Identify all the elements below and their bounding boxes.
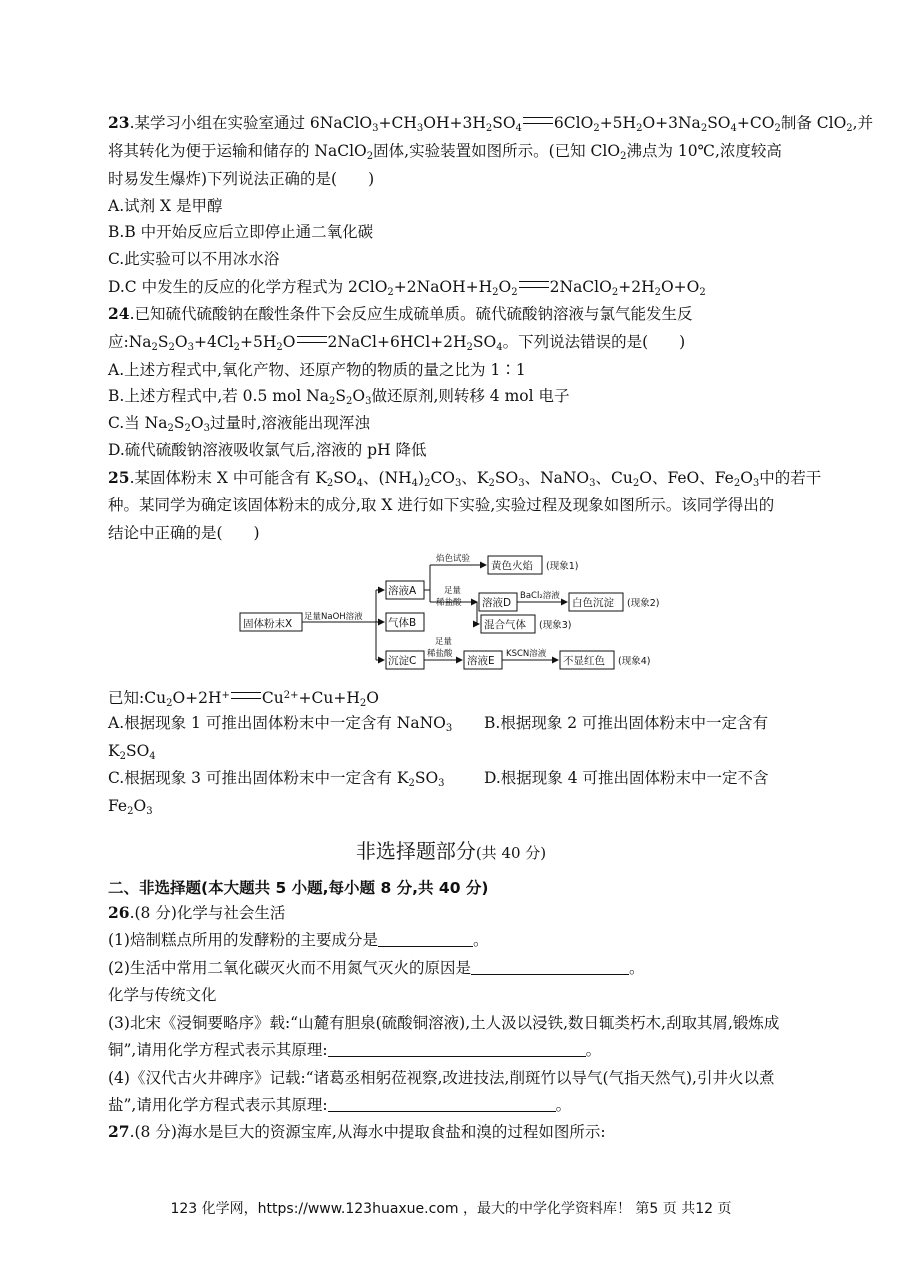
q26-head2: 化学与传统文化 [108, 986, 217, 1004]
svg-text:溶液D: 溶液D [482, 597, 512, 609]
q24-line-1: 24.已知硫代硫酸钠在酸性条件下会反应生成硫单质。硫代硫酸钠溶液与氯气能发生反 [108, 304, 693, 323]
q23-line-2: 将其转化为便于运输和储存的 NaClO$_2$固体,实验装置如图所示。(已知 ClO$_2$沸点为 10℃,浓度较高 [108, 142, 782, 162]
q26-head: 26.(8 分)化学与社会生活 [108, 903, 286, 922]
svg-text:白色沉淀: 白色沉淀 [572, 597, 614, 609]
svg-text:沉淀C: 沉淀C [388, 655, 417, 667]
q24-line-2: 应$:Na_2S_2O_3+4Cl_2+5H_2O$ $2NaCl+6HCl+2H_2SO_4$。下列说法错误的是( ) [108, 333, 686, 353]
q26-s1: (1)焙制糕点所用的发酵粉的主要成分是 。 [108, 931, 489, 949]
q25-option-c: C.根据现象 3 可推出固体粉末中一定含有 $K_2SO_3$ [108, 769, 445, 789]
q23-option-d: D.C 中发生的反应的化学方程式为 $2ClO_2+2NaOH+H_2O_2$ $2NaClO_2+2H_2O+O_2$ [108, 278, 706, 298]
q25-option-d-cont: $Fe_2O_3$ [108, 797, 153, 817]
svg-text:(现象4): (现象4) [618, 656, 651, 667]
q24-option-c: C.当 $Na_2S_2O_3$过量时,溶液能出现浑浊 [108, 414, 370, 434]
q24-option-a: A.上述方程式中,氧化产物、还原产物的物质的量之比为 1∶1 [108, 361, 526, 379]
q25-line-3: 结论中正确的是( ) [108, 524, 260, 542]
svg-text:气体B: 气体B [388, 617, 417, 629]
svg-text:固体粉末X: 固体粉末X [243, 618, 293, 630]
q23-option-c: C.此实验可以不用冰水浴 [108, 250, 280, 268]
section-title: 非选择题部分(共 40 分) [355, 839, 547, 863]
q26-s3b: 铜”,请用化学方程式表示其原理: 。 [108, 1041, 602, 1059]
svg-text:稀盐酸: 稀盐酸 [436, 598, 462, 608]
q25-option-b-cont: $K_2SO_4$ [108, 742, 156, 762]
svg-text:(现象2): (现象2) [627, 598, 660, 609]
answer-blank [471, 974, 629, 975]
svg-text:混合气体: 混合气体 [484, 619, 526, 631]
q26-s2: (2)生活中常用二氧化碳灭火而不用氮气灭火的原因是 。 [108, 959, 645, 977]
q25-line-1: 25.某固体粉末 X 中可能含有 $K_2SO_4$、$(NH_4)_2CO_3$、$K_2SO_3$、NaNO$_3$、$Cu_2O$、FeO、$Fe_2O_3$中的若干 [108, 468, 822, 489]
q25-line-2: 种。某同学为确定该固体粉末的成分,取 X 进行如下实验,实验过程及现象如图所示。该同学得出的 [108, 496, 775, 514]
q24-option-b: B.上述方程式中,若 0.5 mol $Na_2S_2O_3$做还原剂,则转移 4 mol 电子 [108, 387, 570, 407]
svg-text:不显红色: 不显红色 [563, 655, 605, 667]
q25-flow-diagram [230, 548, 690, 678]
q24-option-d: D.硫代硫酸钠溶液吸收氯气后,溶液的 pH 降低 [108, 441, 427, 459]
svg-text:足量: 足量 [435, 637, 453, 647]
part-heading: 二、非选择题(本大题共 5 小题,每小题 8 分,共 40 分) [108, 879, 489, 897]
q23-option-a: A.试剂 X 是甲醇 [108, 197, 223, 215]
q25-option-a: A.根据现象 1 可推出固体粉末中一定含有 NaNO$_3$ [108, 714, 453, 734]
q25-known: 已知$:Cu_2O+2H^+$ $Cu^{2+}+Cu+H_2O$ [108, 689, 379, 709]
svg-text:稀盐酸: 稀盐酸 [427, 649, 453, 659]
q26-s4b: 盐”,请用化学方程式表示其原理: 。 [108, 1096, 572, 1114]
svg-text:足量NaOH溶液: 足量NaOH溶液 [304, 612, 363, 622]
svg-text:(现象3): (现象3) [539, 620, 572, 631]
svg-text:BaCl₂溶液: BaCl₂溶液 [520, 591, 560, 601]
page-footer: 123 化学网，https://www.123huaxue.com ，最大的中学化学资料库！ 第5 页 共12 页 [170, 1201, 732, 1217]
svg-text:焰色试验: 焰色试验 [436, 554, 471, 564]
svg-text:溶液E: 溶液E [467, 655, 495, 667]
svg-text:黄色火焰: 黄色火焰 [491, 560, 533, 572]
q25-option-d: D.根据现象 4 可推出固体粉末中一定不含 [484, 769, 769, 787]
answer-blank [378, 946, 473, 947]
q26-s3a: (3)北宋《浸铜要略序》载:“山麓有胆泉(硫酸铜溶液),土人汲以浸铁,数日辄类朽木,刮取其屑,锻炼成 [108, 1014, 780, 1032]
answer-blank [328, 1111, 556, 1112]
equals-sign [523, 117, 553, 124]
svg-text:KSCN溶液: KSCN溶液 [506, 649, 547, 659]
svg-text:溶液A: 溶液A [388, 585, 417, 597]
svg-text:(现象1): (现象1) [546, 561, 579, 572]
q23-line-3: 时易发生爆炸)下列说法正确的是( ) [108, 170, 375, 188]
answer-blank [328, 1056, 586, 1057]
q23-line-1: 23.某学习小组在实验室通过 $6NaClO_3+CH_3OH+3H_2SO_4$ $6ClO_2+5H_2O+3Na_2SO_4+CO_2$制备 ClO$_2$,并 [108, 113, 874, 134]
q25-option-b: B.根据现象 2 可推出固体粉末中一定含有 [484, 714, 769, 732]
q26-s4a: (4)《汉代古火井碑序》记载:“诸葛丞相躬莅视察,改进技法,削斑竹以导气(气指天然气),引井火以煮 [108, 1069, 775, 1087]
svg-text:足量: 足量 [444, 586, 462, 596]
q27-head: 27.(8 分)海水是巨大的资源宝库,从海水中提取食盐和溴的过程如图所示: [108, 1122, 606, 1141]
q23-option-b: B.B 中开始反应后立即停止通二氧化碳 [108, 223, 374, 241]
